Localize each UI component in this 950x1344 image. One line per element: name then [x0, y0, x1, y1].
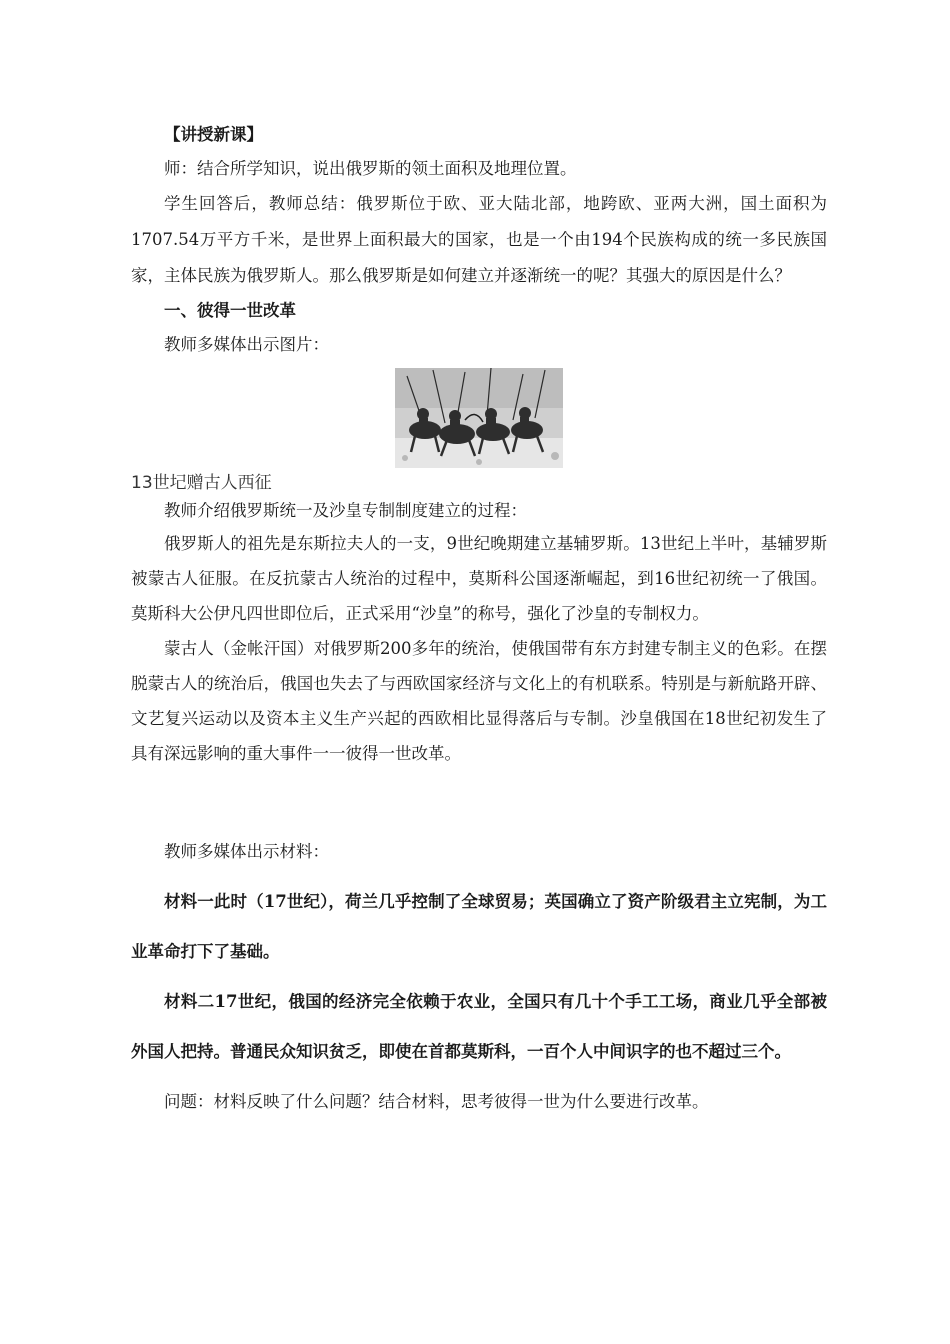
mongol-cavalry-illustration [395, 368, 563, 468]
teacher-summary: 学生回答后，教师总结：俄罗斯位于欧、亚大陆北部，地跨欧、亚两大洲，国土面积为1707.54万平方千米，是世界上面积最大的国家，也是一个由194个民族构成的统一多民族国家，主体民族为俄罗斯人。那么俄罗斯是如何建立并逐渐统一的呢？其强大的原因是什么？ [131, 194, 827, 285]
history-paragraph-1: 俄罗斯人的祖先是东斯拉夫人的一支，9世纪晚期建立基辅罗斯。13世纪上半叶，基辅罗斯被蒙古人征服。在反抗蒙古人统治的过程中，莫斯科公国逐渐崛起，到16世纪初统一了俄国。莫斯科大公伊凡四世即位后，正式采用“沙皇”的称号，强化了沙皇的专制权力。 [131, 534, 827, 623]
blank-space [131, 771, 827, 827]
figure-caption: 13世圮赠古人西征 [131, 473, 272, 493]
show-image-note: 教师多媒体出示图片： [164, 335, 329, 354]
figure-container [131, 368, 827, 468]
question: 问题：材料反映了什么问题？结合材料，思考彼得一世为什么要进行改革。 [164, 1092, 709, 1111]
section-title: 一、彼得一世改革 [164, 301, 296, 320]
history-paragraph-2: 蒙古人（金帐汗国）对俄罗斯200多年的统治，使俄国带有东方封建专制主义的色彩。在摆脱蒙古人的统治后，俄国也失去了与西欧国家经济与文化上的有机联系。特别是与新航路开辟、文艺复兴运动以及资本主义生产兴起的西欧相比显得落后与专制。沙皇俄国在18世纪初发生了具有深远影响的重大事件一一彼得一世改革。 [131, 639, 827, 763]
intro-note: 教师介绍俄罗斯统一及沙皇专制制度建立的过程： [164, 501, 527, 520]
document-page [131, 118, 827, 1127]
show-material-note: 教师多媒体出示材料： [164, 842, 329, 861]
lesson-heading: 【讲授新课】 [164, 125, 263, 144]
material-2: 材料二17世纪，俄国的经济完全依赖于农业，全国只有几十个手工工场，商业几乎全部被外国人把持。普通民众知识贫乏，即使在首都莫斯科，一百个人中间识字的也不超过三个。 [131, 992, 827, 1061]
cavalry-engraving-image [395, 368, 563, 468]
teacher-prompt: 师：结合所学知识，说出俄罗斯的领土面积及地理位置。 [164, 159, 577, 178]
material-1: 材料一此时（17世纪），荷兰几乎控制了全球贸易；英国确立了资产阶级君主立宪制，为工业革命打下了基础。 [131, 892, 827, 961]
